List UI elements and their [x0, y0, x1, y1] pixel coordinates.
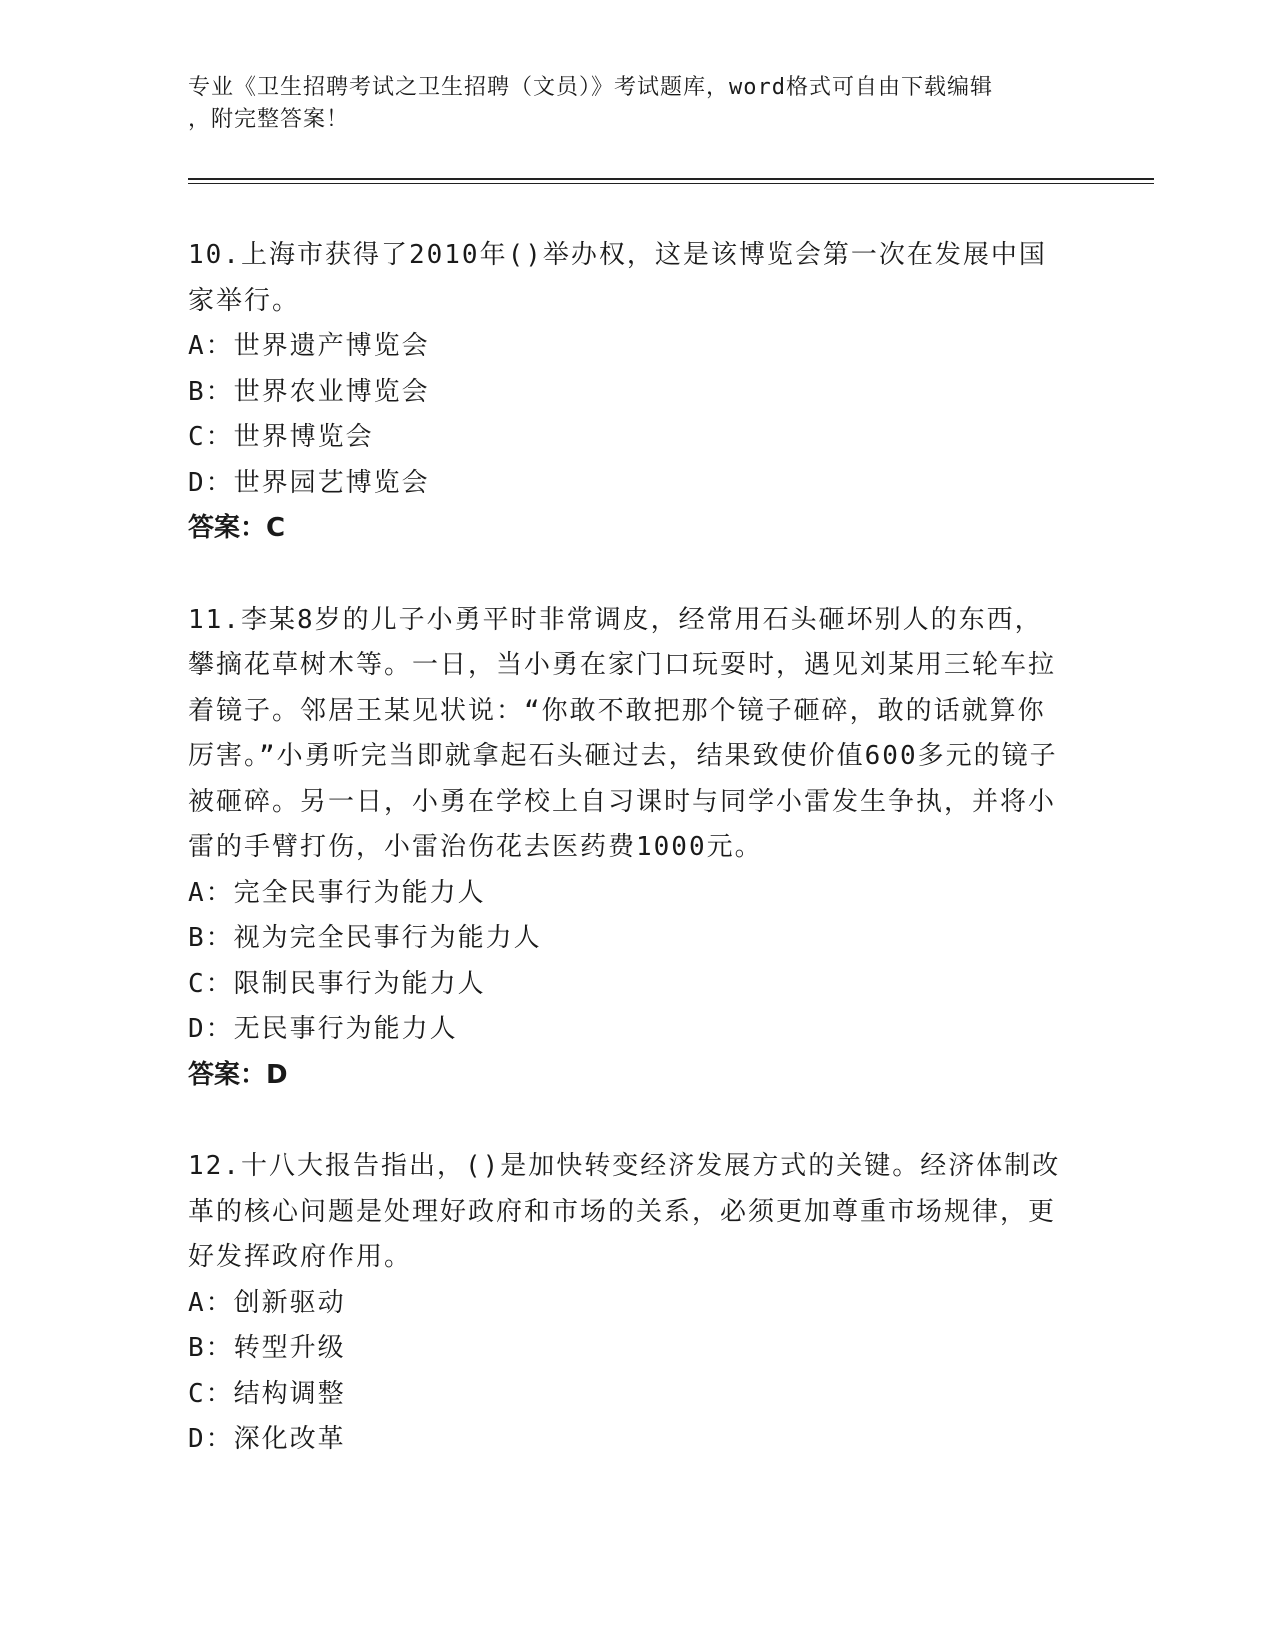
question-10: [188, 233, 1068, 552]
option-c: C：结构调整: [188, 1378, 346, 1409]
option-b: B：世界农业博览会: [188, 376, 430, 407]
question-12: [188, 1144, 1068, 1463]
option-b: B：转型升级: [188, 1333, 346, 1363]
option-c: C：世界博览会: [188, 422, 374, 452]
question-text: 11.李某8岁的儿子小勇平时非常调皮，经常用石头砸坏别人的东西，攀摘花草树木等。一日，当小勇在家门口玩耍时，遇见刘某用三轮车拉着镜子。邻居王某见状说：“你敢不敢把那个镜子砸碎，敢的话就算你厉害。”小勇听完当即就拿起石头砸过去，结果致使价值600多元的镜子被砸碎。另一日，小勇在学校上自习课时与同学小雷发生争执，并将小雷的手臂打伤，小雷治伤花去医药费1000元。: [188, 604, 1058, 862]
option-c: C：限制民事行为能力人: [188, 968, 486, 999]
answer: 答案：D: [188, 1059, 288, 1090]
question-11: [188, 598, 1068, 1099]
option-a: A：世界遗产博览会: [188, 331, 430, 361]
answer: 答案：C: [188, 513, 286, 543]
question-list: [188, 233, 1068, 1509]
option-d: D：世界园艺博览会: [188, 467, 430, 498]
header-rule-thin: [188, 183, 1154, 184]
header-rule-thick: [188, 178, 1154, 180]
question-text: 10.上海市获得了2010年()举办权，这是该博览会第一次在发展中国家举行。: [188, 240, 1047, 316]
question-text: 12.十八大报告指出，()是加快转变经济发展方式的关键。经济体制改革的核心问题是处理好政府和市场的关系，必须更加尊重市场规律，更好发挥政府作用。: [188, 1151, 1061, 1272]
option-b: B：视为完全民事行为能力人: [188, 923, 542, 953]
header-line-2: ，附完整答案！: [188, 107, 350, 132]
option-d: D：深化改革: [188, 1424, 346, 1454]
document-header: [188, 72, 1088, 136]
option-a: A：完全民事行为能力人: [188, 877, 486, 908]
option-d: D：无民事行为能力人: [188, 1014, 458, 1044]
header-line-1: 专业《卫生招聘考试之卫生招聘（文员）》考试题库，word格式可自由下载编辑: [188, 75, 993, 100]
option-a: A：创新驱动: [188, 1287, 346, 1318]
